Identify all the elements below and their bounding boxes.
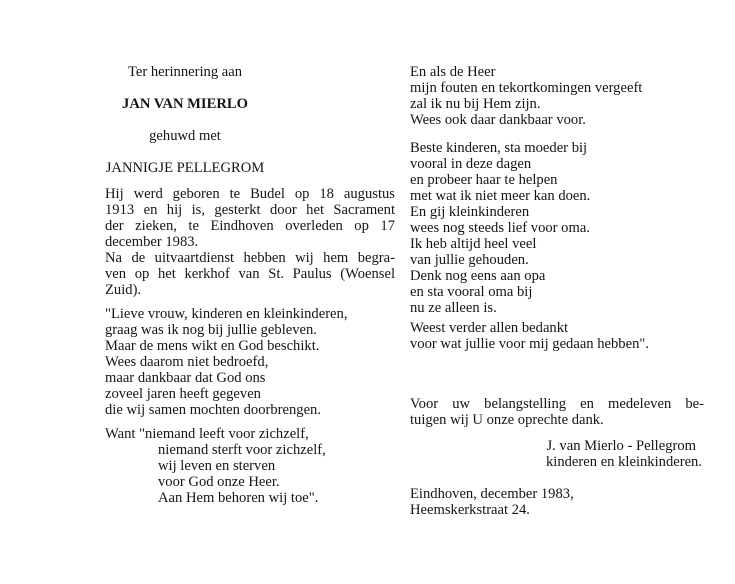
- bio-line: Na de uitvaartdienst hebben wij hem begra-: [105, 250, 395, 266]
- stanza-line: vooral in deze dagen: [410, 156, 532, 172]
- verse-paragraph: [105, 426, 395, 506]
- place-date-block: [410, 486, 706, 518]
- bio-paragraph: [105, 186, 395, 298]
- thanks-paragraph: [410, 396, 704, 428]
- verse-line: Want "niemand leeft voor zichzelf,: [105, 426, 309, 442]
- stanza-line: en sta vooral oma bij: [410, 284, 533, 300]
- quote-line: "Lieve vrouw, kinderen en kleinkinderen,: [105, 306, 348, 322]
- stanza-line: zal ik nu bij Hem zijn.: [410, 96, 541, 112]
- stanza-line: Ik heb altijd heel veel: [410, 236, 537, 252]
- spouse-name: JANNIGJE PELLEGROM: [105, 160, 265, 176]
- stanza-line: Weest verder allen bedankt: [410, 320, 569, 336]
- bio-line: Hij werd geboren te Budel op 18 augustus: [105, 186, 395, 202]
- stanza-three: [410, 320, 706, 352]
- stanza-line: nu ze alleen is.: [410, 300, 497, 316]
- quote-line: maar dankbaar dat God ons: [105, 370, 266, 386]
- quote-paragraph: [105, 306, 395, 418]
- stanza-line: wees nog steeds lief voor oma.: [410, 220, 590, 236]
- verse-line: voor God onze Heer.: [158, 474, 280, 490]
- stanza-line: Wees ook daar dankbaar voor.: [410, 112, 586, 128]
- address-line: Heemskerkstraat 24.: [410, 502, 530, 518]
- thanks-line: tuigen wij U onze oprechte dank.: [410, 412, 604, 428]
- signature-line: J. van Mierlo - Pellegrom: [546, 438, 696, 454]
- married-label: gehuwd met: [149, 128, 221, 144]
- quote-line: Maar de mens wikt en God beschikt.: [105, 338, 320, 354]
- stanza-line: Denk nog eens aan opa: [410, 268, 546, 284]
- deceased-name: JAN VAN MIERLO: [122, 96, 248, 112]
- stanza-line: En gij kleinkinderen: [410, 204, 530, 220]
- quote-line: die wij samen mochten doorbrengen.: [105, 402, 322, 418]
- quote-line: zoveel jaren heeft gegeven: [105, 386, 261, 402]
- bio-line: december 1983.: [105, 234, 199, 250]
- stanza-line: mijn fouten en tekortkomingen vergeeft: [410, 80, 643, 96]
- thanks-line: Voor uw belangstelling en medeleven be-: [410, 396, 704, 412]
- quote-line: graag was ik nog bij jullie gebleven.: [105, 322, 317, 338]
- stanza-two: [410, 140, 706, 316]
- signature-line: kinderen en kleinkinderen.: [545, 454, 702, 470]
- verse-line: niemand sterft voor zichzelf,: [158, 442, 326, 458]
- bio-line: 1913 en hij is, gesterkt door het Sacrament: [105, 202, 395, 218]
- verse-line: Aan Hem behoren wij toe".: [158, 490, 319, 506]
- bio-line: der zieken, te Eindhoven overleden op 17: [105, 218, 395, 234]
- quote-line: Wees daarom niet bedroefd,: [105, 354, 269, 370]
- intro-heading: Ter herinnering aan: [127, 64, 243, 80]
- bio-line: Zuid).: [105, 282, 142, 298]
- signature-block: [410, 438, 702, 470]
- stanza-line: voor wat jullie voor mij gedaan hebben".: [410, 336, 649, 352]
- stanza-one: [410, 64, 706, 128]
- stanza-line: Beste kinderen, sta moeder bij: [410, 140, 588, 156]
- stanza-line: en probeer haar te helpen: [410, 172, 558, 188]
- stanza-line: En als de Heer: [410, 64, 496, 80]
- stanza-line: van jullie gehouden.: [410, 252, 529, 268]
- place-date-line: Eindhoven, december 1983,: [410, 486, 574, 502]
- verse-line: wij leven en sterven: [158, 458, 276, 474]
- stanza-line: met wat ik niet meer kan doen.: [410, 188, 591, 204]
- bio-line: ven op het kerkhof van St. Paulus (Woensel: [105, 266, 395, 282]
